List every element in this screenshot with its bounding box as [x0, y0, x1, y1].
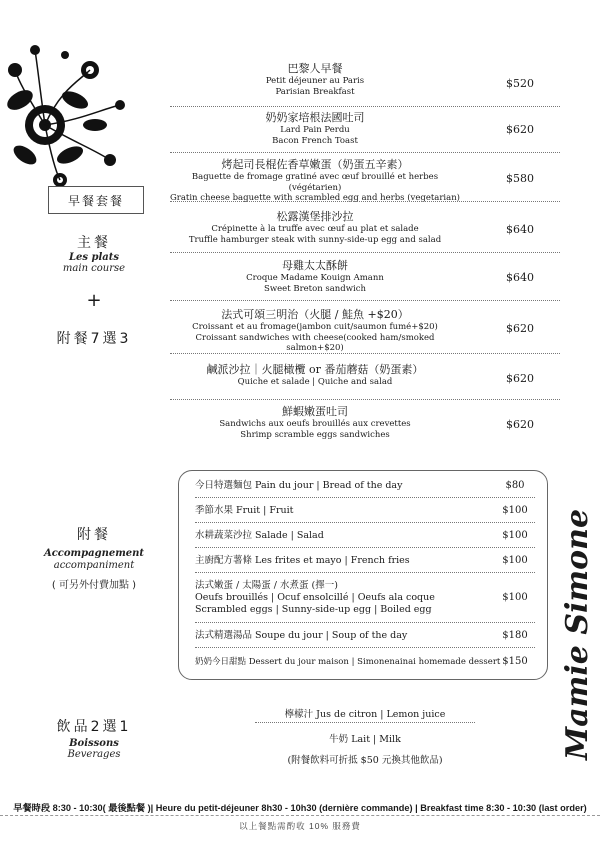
sides-title: 附餐 [77, 527, 111, 543]
side-price: $180 [502, 630, 528, 641]
divider [170, 201, 560, 202]
side-item-eggs [195, 580, 535, 616]
item-name-en: Gratin cheese baguette with scrambled egg and herbs (vegetarian) [170, 193, 460, 203]
divider [195, 622, 535, 623]
side-price: $100 [502, 530, 528, 541]
sides-english: accompaniment [53, 560, 135, 571]
drinks-french: Boissons [69, 738, 119, 749]
main-course-title: 主餐 [77, 235, 111, 251]
drink-note: (附餐飲料可折抵 $50 元換其他飲品) [287, 755, 443, 766]
item-price: $620 [506, 322, 534, 335]
item-name-fr: Lard Pain Perdu [280, 125, 350, 135]
menu-item [170, 405, 460, 440]
floral-ornament-illustration [0, 30, 140, 200]
brand-logo-mamie-simone: Mamie Simone [560, 508, 595, 760]
item-price: $620 [506, 372, 534, 385]
item-name-fr: Petit déjeuner au Paris [265, 76, 365, 86]
item-name-fr: Quiche et salade | Quiche and salad [237, 377, 393, 387]
side-price: $100 [502, 592, 528, 603]
sides-choice-label: 附餐7選3 [56, 331, 132, 347]
divider [255, 722, 475, 723]
item-name-en: Croissant sandwiches with cheese(cooked ham/smoked salmon+$20) [195, 332, 435, 353]
side-item: 季節水果 Fruit | Fruit [195, 505, 294, 516]
item-name-zh: 巴黎人早餐 [287, 62, 343, 75]
side-price: $100 [502, 555, 528, 566]
breakfast-set-label: 早餐套餐 [48, 186, 144, 214]
side-item: 法式精選湯品 Soupe du jour | Soup of the day [195, 630, 408, 641]
item-price: $640 [506, 271, 534, 284]
divider [195, 547, 535, 548]
item-name-zh: 烤起司長棍佐香草嫩蛋（奶蛋五辛素） [221, 158, 409, 171]
side-price: $100 [502, 505, 528, 516]
item-name-fr: Sandwichs aux oeufs brouillés aux crevettes [219, 419, 411, 429]
sides-french: Accompagnement [43, 548, 145, 559]
divider [170, 152, 560, 153]
menu-item [170, 210, 460, 245]
footer-divider [0, 815, 600, 816]
item-name-fr: Baguette de fromage gratiné avec œuf brouillé et herbes (végétarien) [191, 172, 439, 193]
sides-extra-note: ( 可另外付費加點 ) [51, 580, 137, 591]
item-name-zh: 鹹派沙拉｜火腿橄欖 or 番茄蘑菇（奶蛋素） [206, 363, 424, 376]
item-name-en: Sweet Breton sandwich [264, 283, 366, 294]
divider [195, 497, 535, 498]
divider [195, 572, 535, 573]
menu-item [170, 111, 460, 146]
item-name-en: Shrimp scramble eggs sandwiches [240, 429, 390, 440]
item-name-fr: Croissant et au fromage(jambon cuit/saumon fumé+$20) [192, 322, 438, 332]
item-price: $640 [506, 223, 534, 236]
item-name-fr: Crépinette à la truffe avec œuf au plat et salade [211, 224, 419, 234]
divider [170, 300, 560, 301]
item-price: $580 [506, 172, 534, 185]
divider [170, 399, 560, 400]
divider [195, 647, 535, 648]
side-item: 水耕蔬菜沙拉 Salade | Salad [195, 530, 324, 541]
service-charge-note: 以上餐點需酌收 10% 服務費 [239, 821, 361, 831]
item-price: $520 [506, 77, 534, 90]
side-item: 今日特選麵包 Pain du jour | Bread of the day [195, 480, 403, 491]
drinks-english: Beverages [67, 749, 121, 760]
divider [195, 522, 535, 523]
item-name-zh: 母雞太太酥餅 [282, 259, 348, 272]
item-name-zh: 法式可頌三明治（火腿 / 鮭魚 +$20） [221, 308, 409, 321]
item-name-fr: Croque Madame Kouign Amann [246, 273, 384, 283]
side-item-eggs-fr: Oeufs brouillés | Ocuf ensolcillé | Oeufs ala coque [195, 592, 435, 603]
side-price: $150 [502, 656, 528, 667]
divider [170, 106, 560, 107]
side-price: $80 [505, 480, 525, 491]
item-name-en: Bacon French Toast [272, 135, 358, 146]
side-item: 主廚配方薯條 Les frites et mayo | French fries [195, 555, 410, 566]
item-name-en: Parisian Breakfast [275, 86, 355, 97]
main-course-english: main course [62, 263, 126, 274]
menu-item [170, 62, 460, 97]
drink-milk: 牛奶 Lait | Milk [329, 734, 401, 745]
menu-item [170, 158, 460, 204]
sides-panel [178, 470, 548, 680]
divider [170, 353, 560, 354]
item-price: $620 [506, 123, 534, 136]
item-price: $620 [506, 418, 534, 431]
breakfast-hours: 早餐時段 8:30 - 10:30( 最後點餐 )| Heure du petit-déjeuner 8h30 - 10h30 (dernière commande) | Breakfast time 8:30 - 10:30 (last order) [13, 803, 587, 813]
side-item-eggs-en: Scrambled eggs | Sunny-side-up egg | Boiled egg [195, 604, 432, 615]
side-item-eggs-zh: 法式嫩蛋 / 太陽蛋 / 水煮蛋 (擇一) [195, 580, 338, 591]
drinks-choice-label: 飲品2選1 [56, 719, 132, 735]
main-course-french: Les plats [68, 252, 120, 263]
plus-sign: + [86, 290, 102, 311]
side-item: 奶奶今日甜點 Dessert du jour maison | Simonenainai homemade dessert [195, 657, 501, 667]
item-name-en: Truffle hamburger steak with sunny-side-up egg and salad [188, 234, 442, 245]
item-name-zh: 松露漢堡排沙拉 [276, 210, 354, 223]
menu-item [170, 259, 460, 294]
menu-item [170, 363, 460, 388]
divider [170, 252, 560, 253]
item-name-zh: 鮮蝦嫩蛋吐司 [282, 405, 348, 418]
menu-item [170, 308, 460, 354]
drink-lemon-juice: 檸檬汁 Jus de citron | Lemon juice [284, 709, 446, 720]
item-name-zh: 奶奶家培根法國吐司 [265, 111, 365, 124]
